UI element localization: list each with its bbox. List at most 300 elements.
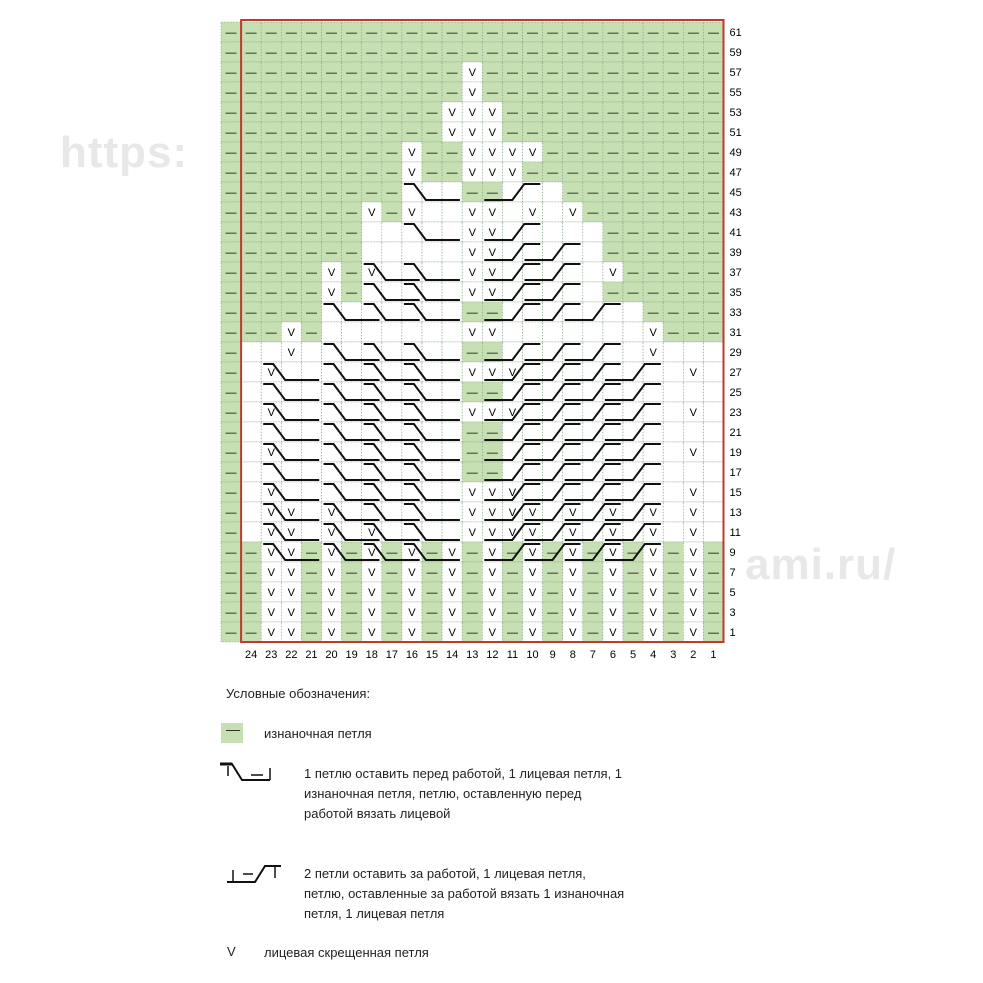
twisted-knit-mark: V xyxy=(508,487,517,499)
twisted-knit-mark: V xyxy=(528,587,537,599)
purl-mark: — xyxy=(406,127,418,139)
purl-mark: — xyxy=(547,167,559,179)
purl-mark: — xyxy=(587,567,599,579)
purl-mark: — xyxy=(446,27,458,39)
purl-mark: — xyxy=(587,607,599,619)
purl-mark: — xyxy=(245,287,257,299)
purl-mark: — xyxy=(225,67,237,79)
twisted-knit-mark: V xyxy=(327,587,336,599)
purl-mark: — xyxy=(607,247,619,259)
twisted-knit-mark: V xyxy=(488,127,497,139)
chart-cell xyxy=(382,322,402,342)
twisted-knit-mark: V xyxy=(689,407,698,419)
purl-mark: — xyxy=(225,107,237,119)
purl-mark: — xyxy=(647,187,659,199)
purl-mark: — xyxy=(627,147,639,159)
chart-cell xyxy=(683,462,703,482)
purl-mark: — xyxy=(265,67,277,79)
chart-cell xyxy=(241,502,261,522)
purl-mark: — xyxy=(627,587,639,599)
chart-cell xyxy=(683,342,703,362)
purl-mark: — xyxy=(547,47,559,59)
twisted-knit-mark: V xyxy=(468,107,476,119)
purl-mark: — xyxy=(225,307,237,319)
purl-mark: — xyxy=(506,67,518,79)
chart-cell xyxy=(623,322,643,342)
twisted-knit-mark: V xyxy=(569,507,577,519)
legend-title: Условные обозначения: xyxy=(226,686,371,701)
twisted-knit-mark: V xyxy=(468,487,476,499)
chart-cell xyxy=(362,222,382,242)
twisted-knit-mark: V xyxy=(468,227,476,239)
twisted-knit-mark: V xyxy=(408,627,416,639)
legend-cable-back-label xyxy=(304,864,624,924)
purl-mark: — xyxy=(587,627,599,639)
purl-mark: — xyxy=(326,227,338,239)
twisted-knit-mark: V xyxy=(488,487,497,499)
twisted-knit-mark: V xyxy=(488,167,497,179)
twisted-knit-mark: V xyxy=(609,267,617,279)
purl-mark: — xyxy=(265,307,277,319)
purl-mark: — xyxy=(285,247,297,259)
twisted-knit-mark: V xyxy=(448,127,456,139)
twisted-knit-mark: V xyxy=(609,587,617,599)
twisted-knit-mark: V xyxy=(488,227,497,239)
purl-mark: — xyxy=(627,247,639,259)
purl-mark: — xyxy=(225,247,237,259)
purl-mark: — xyxy=(647,307,659,319)
twisted-knit-mark: V xyxy=(448,627,456,639)
twisted-knit-mark: V xyxy=(569,527,577,539)
twisted-knit-mark: V xyxy=(468,147,476,159)
twisted-knit-mark: V xyxy=(508,367,517,379)
purl-mark: — xyxy=(245,567,257,579)
chart-cell xyxy=(442,242,462,262)
chart-cell xyxy=(663,522,683,542)
legend-twisted-symbol: V xyxy=(227,944,236,959)
purl-mark: — xyxy=(466,447,478,459)
purl-mark: — xyxy=(225,487,237,499)
purl-mark: — xyxy=(707,307,719,319)
chart-cell xyxy=(703,402,723,422)
purl-mark: — xyxy=(245,27,257,39)
twisted-knit-mark: V xyxy=(327,627,336,639)
purl-mark: — xyxy=(506,107,518,119)
purl-mark: — xyxy=(667,607,679,619)
purl-mark: — xyxy=(265,287,277,299)
purl-mark: — xyxy=(587,47,599,59)
purl-mark: — xyxy=(346,47,358,59)
twisted-knit-mark: V xyxy=(508,527,517,539)
purl-mark: — xyxy=(225,567,237,579)
purl-mark: — xyxy=(647,107,659,119)
row-label: 13 xyxy=(729,507,742,519)
purl-mark: — xyxy=(245,107,257,119)
purl-mark: — xyxy=(607,127,619,139)
purl-mark: — xyxy=(326,147,338,159)
purl-mark: — xyxy=(285,167,297,179)
purl-mark: — xyxy=(305,587,317,599)
purl-mark: — xyxy=(225,287,237,299)
row-label: 53 xyxy=(729,107,742,119)
purl-mark: — xyxy=(225,47,237,59)
purl-mark: — xyxy=(245,327,257,339)
purl-mark: — xyxy=(466,467,478,479)
purl-mark: — xyxy=(647,87,659,99)
purl-mark: — xyxy=(225,407,237,419)
purl-mark: — xyxy=(426,67,438,79)
purl-mark: — xyxy=(647,27,659,39)
purl-mark: — xyxy=(346,207,358,219)
twisted-knit-mark: V xyxy=(468,527,476,539)
twisted-knit-mark: V xyxy=(528,607,537,619)
purl-mark: — xyxy=(567,27,579,39)
purl-mark: — xyxy=(245,607,257,619)
row-label: 39 xyxy=(729,247,742,259)
twisted-knit-mark: V xyxy=(528,547,537,559)
purl-mark: — xyxy=(426,47,438,59)
twisted-knit-mark: V xyxy=(287,527,296,539)
purl-mark: — xyxy=(225,547,237,559)
purl-mark: — xyxy=(707,127,719,139)
row-label: 11 xyxy=(729,527,741,539)
twisted-knit-mark: V xyxy=(267,367,275,379)
chart-cell xyxy=(663,342,683,362)
chart-cell xyxy=(663,382,683,402)
chart-cell xyxy=(663,402,683,422)
twisted-knit-mark: V xyxy=(649,567,657,579)
purl-mark: — xyxy=(265,47,277,59)
purl-mark: — xyxy=(687,87,699,99)
column-label: 1 xyxy=(710,649,717,661)
twisted-knit-mark: V xyxy=(528,527,537,539)
twisted-knit-mark: V xyxy=(448,607,456,619)
purl-mark: — xyxy=(305,67,317,79)
purl-mark: — xyxy=(225,147,237,159)
purl-mark: — xyxy=(707,167,719,179)
chart-cell xyxy=(703,342,723,362)
row-label: 9 xyxy=(729,547,736,559)
column-label: 5 xyxy=(629,649,637,661)
purl-mark: — xyxy=(265,207,277,219)
purl-mark: — xyxy=(426,567,438,579)
purl-mark: — xyxy=(466,567,478,579)
chart-cell xyxy=(241,342,261,362)
purl-mark: — xyxy=(506,547,518,559)
purl-mark: — xyxy=(225,27,237,39)
purl-mark: — xyxy=(386,567,398,579)
purl-mark: — xyxy=(265,227,277,239)
purl-mark: — xyxy=(567,147,579,159)
purl-mark: — xyxy=(667,307,679,319)
purl-mark: — xyxy=(305,287,317,299)
twisted-knit-mark: V xyxy=(468,67,476,79)
chart-cell xyxy=(583,322,603,342)
purl-mark: — xyxy=(426,147,438,159)
purl-mark: — xyxy=(587,187,599,199)
chart-cell xyxy=(703,362,723,382)
twisted-knit-mark: V xyxy=(368,207,376,219)
purl-mark: — xyxy=(426,547,438,559)
twisted-knit-mark: V xyxy=(468,367,476,379)
twisted-knit-mark: V xyxy=(267,487,275,499)
purl-mark: — xyxy=(225,267,237,279)
purl-mark: — xyxy=(587,207,599,219)
chart-cell xyxy=(583,282,603,302)
purl-mark: — xyxy=(486,27,498,39)
purl-mark: — xyxy=(225,167,237,179)
purl-mark: — xyxy=(366,67,378,79)
purl-mark: — xyxy=(486,467,498,479)
twisted-knit-mark: V xyxy=(368,567,376,579)
purl-mark: — xyxy=(506,607,518,619)
purl-mark: — xyxy=(406,27,418,39)
purl-mark: — xyxy=(285,47,297,59)
chart-cell xyxy=(382,242,402,262)
twisted-knit-mark: V xyxy=(408,587,416,599)
twisted-knit-mark: V xyxy=(488,587,497,599)
twisted-knit-mark: V xyxy=(448,567,456,579)
purl-mark: — xyxy=(305,547,317,559)
chart-cell xyxy=(583,222,603,242)
legend-cable-front-line-1: 1 петлю оставить перед работой, 1 лицевая петля, 1 xyxy=(304,766,623,781)
purl-mark: — xyxy=(446,67,458,79)
purl-mark: — xyxy=(305,107,317,119)
twisted-knit-mark: V xyxy=(649,587,657,599)
purl-mark: — xyxy=(466,27,478,39)
chart-cell xyxy=(563,322,583,342)
twisted-knit-mark: V xyxy=(569,567,577,579)
twisted-knit-mark: V xyxy=(508,167,517,179)
purl-mark: — xyxy=(587,587,599,599)
purl-mark: — xyxy=(707,247,719,259)
purl-mark: — xyxy=(627,607,639,619)
row-label: 27 xyxy=(729,367,742,379)
purl-mark: — xyxy=(366,127,378,139)
column-label: 18 xyxy=(365,649,378,661)
chart-cell xyxy=(241,482,261,502)
purl-mark: — xyxy=(647,147,659,159)
purl-mark: — xyxy=(245,627,257,639)
purl-mark: — xyxy=(506,87,518,99)
purl-mark: — xyxy=(607,67,619,79)
purl-mark: — xyxy=(426,607,438,619)
column-label: 11 xyxy=(506,649,519,661)
twisted-knit-mark: V xyxy=(267,587,275,599)
twisted-knit-mark: V xyxy=(689,547,698,559)
purl-mark: — xyxy=(687,247,699,259)
purl-mark: — xyxy=(667,27,679,39)
purl-mark: — xyxy=(386,67,398,79)
row-label: 49 xyxy=(729,147,742,159)
legend-cable-front-label xyxy=(304,764,622,824)
purl-mark: — xyxy=(285,147,297,159)
twisted-knit-mark: V xyxy=(287,627,296,639)
purl-mark: — xyxy=(667,567,679,579)
twisted-knit-mark: V xyxy=(468,267,476,279)
twisted-knit-mark: V xyxy=(408,207,416,219)
purl-mark: — xyxy=(687,147,699,159)
twisted-knit-mark: V xyxy=(609,607,617,619)
row-label: 57 xyxy=(729,67,742,79)
purl-mark: — xyxy=(305,247,317,259)
purl-mark: — xyxy=(547,607,559,619)
purl-mark: — xyxy=(466,187,478,199)
row-label: 7 xyxy=(729,567,736,579)
purl-mark: — xyxy=(245,547,257,559)
purl-mark: — xyxy=(285,107,297,119)
purl-mark: — xyxy=(667,87,679,99)
purl-mark: — xyxy=(567,127,579,139)
purl-mark: — xyxy=(285,27,297,39)
purl-mark: — xyxy=(587,87,599,99)
purl-mark: — xyxy=(687,327,699,339)
twisted-knit-mark: V xyxy=(408,567,416,579)
twisted-knit-mark: V xyxy=(468,127,476,139)
purl-mark: — xyxy=(707,147,719,159)
purl-mark: — xyxy=(627,567,639,579)
chart-cell xyxy=(663,362,683,382)
purl-mark: — xyxy=(667,67,679,79)
purl-mark: — xyxy=(707,207,719,219)
twisted-knit-mark: V xyxy=(609,527,617,539)
purl-mark: — xyxy=(225,427,237,439)
chart-cell xyxy=(301,342,321,362)
purl-mark: — xyxy=(326,27,338,39)
purl-mark: — xyxy=(506,47,518,59)
purl-mark: — xyxy=(326,247,338,259)
purl-mark: — xyxy=(667,47,679,59)
purl-mark: — xyxy=(326,47,338,59)
column-label: 16 xyxy=(405,649,419,661)
purl-mark: — xyxy=(305,267,317,279)
purl-mark: — xyxy=(547,147,559,159)
twisted-knit-mark: V xyxy=(488,567,497,579)
purl-mark: — xyxy=(225,227,237,239)
purl-mark: — xyxy=(386,87,398,99)
column-label: 2 xyxy=(690,649,697,661)
purl-mark: — xyxy=(346,227,358,239)
twisted-knit-mark: V xyxy=(488,407,497,419)
twisted-knit-mark: V xyxy=(368,527,376,539)
chart-cell xyxy=(502,322,522,342)
legend-cable-back-line-2: петлю, оставленные за работой вязать 1 изнаночная xyxy=(304,886,625,901)
purl-mark: — xyxy=(285,187,297,199)
purl-mark: — xyxy=(627,547,639,559)
purl-mark: — xyxy=(607,287,619,299)
purl-mark: — xyxy=(305,207,317,219)
purl-mark: — xyxy=(326,187,338,199)
purl-mark: — xyxy=(627,67,639,79)
purl-mark: — xyxy=(245,67,257,79)
chart-cell xyxy=(241,422,261,442)
purl-mark: — xyxy=(707,607,719,619)
chart-cell xyxy=(683,422,703,442)
row-label: 59 xyxy=(729,47,742,59)
purl-mark: — xyxy=(305,627,317,639)
purl-mark: — xyxy=(647,67,659,79)
purl-mark: — xyxy=(627,227,639,239)
chart-cell xyxy=(703,442,723,462)
purl-mark: — xyxy=(225,367,237,379)
chart-cell xyxy=(402,322,422,342)
purl-mark: — xyxy=(506,567,518,579)
purl-mark: — xyxy=(667,267,679,279)
twisted-knit-mark: V xyxy=(327,507,336,519)
purl-mark: — xyxy=(366,47,378,59)
twisted-knit-mark: V xyxy=(649,627,657,639)
purl-mark: — xyxy=(426,167,438,179)
purl-mark: — xyxy=(547,547,559,559)
purl-mark: — xyxy=(587,67,599,79)
purl-mark: — xyxy=(667,187,679,199)
purl-mark: — xyxy=(245,127,257,139)
purl-mark: — xyxy=(426,127,438,139)
purl-mark: — xyxy=(225,347,237,359)
purl-mark: — xyxy=(386,167,398,179)
row-label: 47 xyxy=(729,167,742,179)
purl-mark: — xyxy=(647,207,659,219)
purl-mark: — xyxy=(506,127,518,139)
chart-cell xyxy=(442,322,462,342)
purl-mark: — xyxy=(326,87,338,99)
twisted-knit-mark: V xyxy=(468,327,476,339)
purl-mark: — xyxy=(426,627,438,639)
purl-mark: — xyxy=(667,627,679,639)
purl-mark: — xyxy=(486,307,498,319)
twisted-knit-mark: V xyxy=(508,147,517,159)
purl-mark: — xyxy=(225,467,237,479)
column-label: 17 xyxy=(385,649,398,661)
column-label: 20 xyxy=(325,649,338,661)
chart-cell xyxy=(583,262,603,282)
purl-mark: — xyxy=(346,167,358,179)
purl-mark: — xyxy=(707,567,719,579)
twisted-knit-mark: V xyxy=(689,587,698,599)
twisted-knit-mark: V xyxy=(649,547,657,559)
purl-mark: — xyxy=(386,607,398,619)
purl-mark: — xyxy=(667,327,679,339)
purl-mark: — xyxy=(225,447,237,459)
purl-mark: — xyxy=(466,547,478,559)
purl-mark: — xyxy=(547,567,559,579)
purl-mark: — xyxy=(527,87,539,99)
purl-mark: — xyxy=(386,47,398,59)
chart-cell xyxy=(663,502,683,522)
purl-mark: — xyxy=(366,107,378,119)
purl-mark: — xyxy=(687,67,699,79)
purl-mark: — xyxy=(265,327,277,339)
purl-mark: — xyxy=(305,307,317,319)
chart-cell xyxy=(502,202,522,222)
column-label: 13 xyxy=(466,649,479,661)
purl-mark: — xyxy=(627,267,639,279)
chart-cell xyxy=(422,242,442,262)
purl-mark: — xyxy=(667,547,679,559)
purl-mark: — xyxy=(707,547,719,559)
row-label: 15 xyxy=(729,487,742,499)
purl-mark: — xyxy=(446,147,458,159)
row-label: 25 xyxy=(729,387,742,399)
purl-mark: — xyxy=(627,127,639,139)
purl-mark: — xyxy=(647,227,659,239)
twisted-knit-mark: V xyxy=(609,507,617,519)
purl-mark: — xyxy=(245,307,257,319)
chart-cell xyxy=(703,502,723,522)
twisted-knit-mark: V xyxy=(408,147,416,159)
purl-mark: — xyxy=(386,107,398,119)
chart-cell xyxy=(623,302,643,322)
